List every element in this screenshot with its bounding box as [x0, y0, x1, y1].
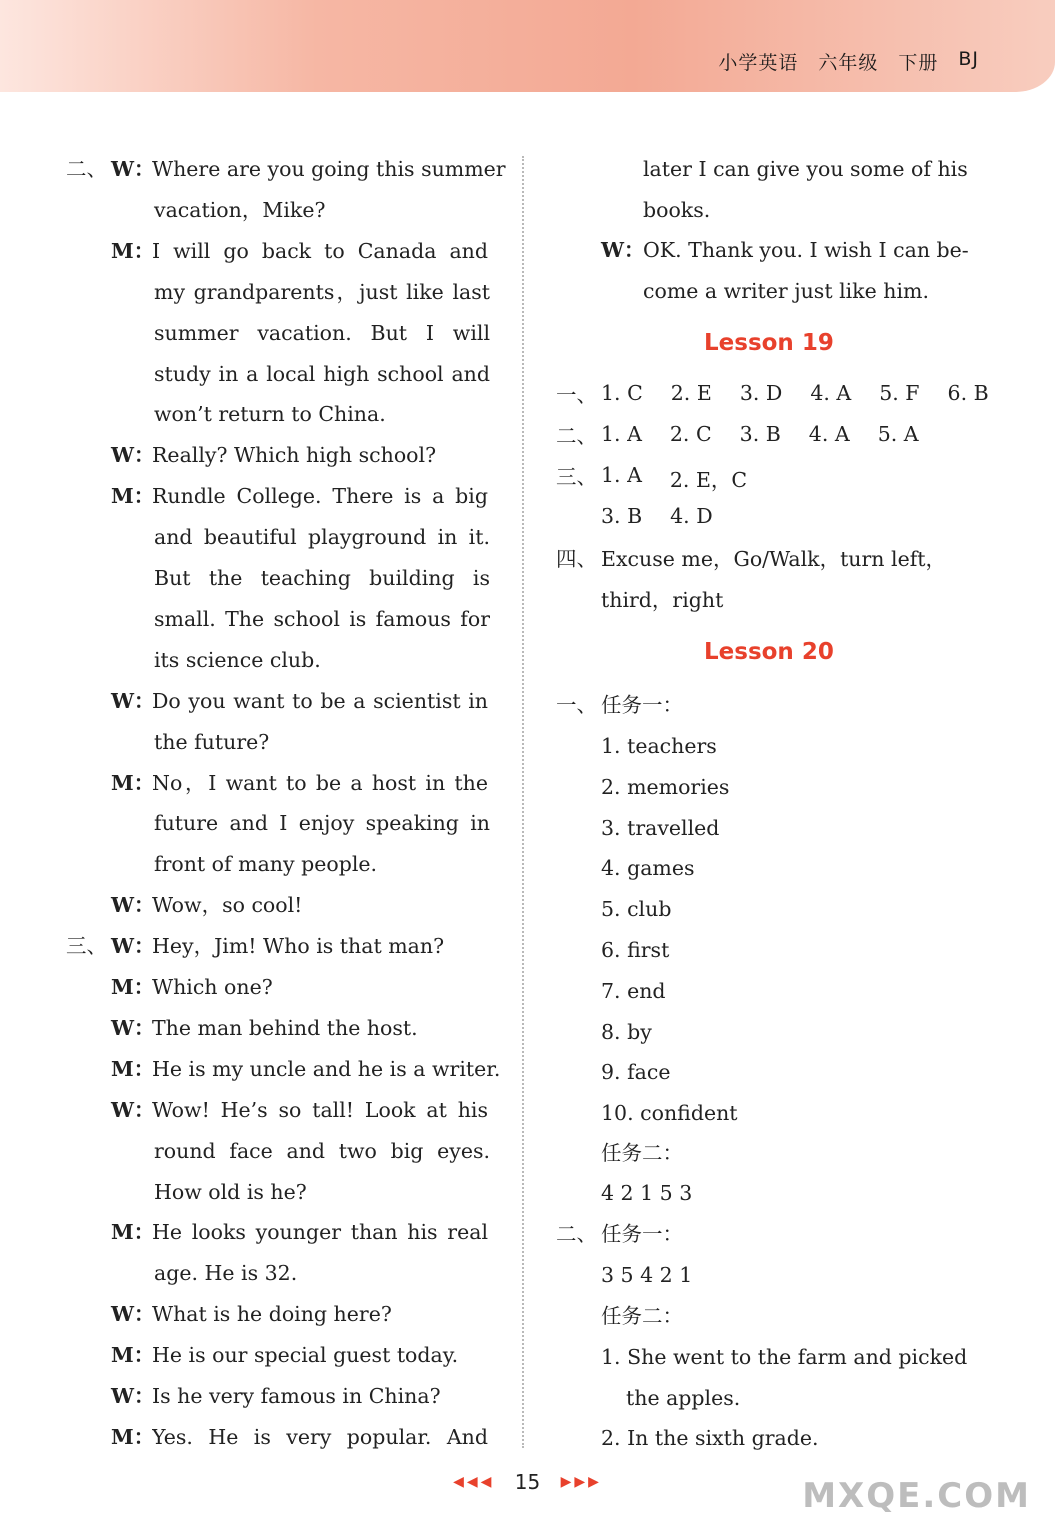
section-marker-3: 三、: [66, 934, 107, 958]
answer: 3. B: [739, 422, 781, 446]
line-text: later I can give you some of his: [643, 157, 968, 181]
word-answer: 2. memories: [601, 774, 730, 799]
task-label: 任务一：: [601, 1222, 683, 1246]
dialogue-line: Really? Which high school?: [152, 443, 437, 468]
section-marker-1: 一、: [556, 693, 597, 717]
dialogue-line: books.: [643, 198, 711, 222]
dialogue-line: round face and two big eyes.: [154, 1138, 490, 1163]
sentence-answer: the apples.: [626, 1386, 741, 1410]
speaker-label: M：: [111, 238, 155, 263]
dialogue-line: the future?: [154, 729, 270, 754]
speaker-label: M：: [111, 484, 155, 509]
dialogue-line: won’t return to China.: [154, 402, 386, 427]
section-marker-2: 二、: [66, 157, 107, 181]
dialogue-line: But the teaching building is: [154, 566, 490, 590]
answer: 4. D: [670, 504, 713, 528]
speaker-label: M：: [111, 1343, 155, 1368]
word-answer: 9. face: [601, 1060, 671, 1085]
task-label: 任务二：: [601, 1141, 683, 1165]
answer: 3. B: [601, 504, 643, 528]
dialogue-line: study in a local high school and: [154, 361, 490, 386]
next-arrows-icon: ▶▶▶: [560, 1474, 602, 1490]
speaker-label: W：: [111, 443, 155, 468]
speaker-label: W：: [111, 1302, 155, 1327]
dialogue-line: Where are you going this summer: [152, 157, 506, 181]
dialogue-line: What is he doing here?: [152, 1302, 392, 1327]
dialogue-line: Do you want to be a scientist in: [152, 688, 488, 713]
dialogue-line: summer vacation. But I will: [154, 320, 490, 345]
answer-row: [601, 504, 741, 528]
edition-label: BJ: [958, 48, 979, 70]
speaker-label: M：: [111, 1056, 155, 1081]
sentence-answer: 2. In the sixth grade.: [601, 1426, 819, 1450]
speaker-label: W：: [111, 893, 155, 918]
answer: 4. A: [808, 422, 850, 446]
speaker-label: M：: [111, 770, 155, 795]
order-answer: 3 5 4 2 1: [601, 1263, 693, 1287]
speaker-label: W：: [111, 688, 155, 713]
answer: 5. A: [877, 422, 919, 446]
dialogue-line: He is my uncle and he is a writer.: [152, 1056, 501, 1081]
section-marker-2: 二、: [556, 424, 597, 448]
speaker-label: W：: [111, 934, 155, 959]
answer-row: [601, 463, 775, 493]
speaker-label: M：: [111, 1424, 155, 1449]
answer: 4. A: [810, 381, 852, 405]
order-answer: 4 2 1 5 3: [601, 1181, 693, 1205]
dialogue-line: He looks younger than his real: [152, 1220, 488, 1245]
dialogue-line: vacation，Mike?: [154, 197, 326, 222]
speaker-label: M：: [111, 1220, 155, 1245]
dialogue-line: and beautiful playground in it.: [154, 525, 490, 550]
section-marker-4: 四、: [556, 547, 597, 571]
page-number: 15: [514, 1470, 541, 1494]
dialogue-line: Rundle College. There is a big: [152, 484, 488, 509]
dialogue-line: Yes. He is very popular. And: [152, 1424, 488, 1449]
word-answer: 4. games: [601, 856, 695, 881]
word-answer: 10. confident: [601, 1101, 738, 1126]
word-answer: 3. travelled: [601, 815, 720, 840]
dialogue-line: small. The school is famous for: [154, 606, 490, 631]
dialogue-line: Wow，so cool!: [152, 893, 303, 918]
header-band: [0, 0, 1055, 92]
lesson-19-title: Lesson 19: [704, 330, 834, 356]
speaker-label: W：: [601, 238, 645, 262]
answer: 1. A: [601, 422, 642, 446]
lesson-20-title: Lesson 20: [704, 639, 834, 665]
answer: 2. E，C: [669, 468, 748, 492]
answer: 1. C: [601, 381, 643, 405]
answer: 1. A: [601, 463, 642, 487]
grade-label: 六年级: [818, 52, 879, 74]
dialogue-line: its science club.: [154, 647, 321, 672]
answer: 3. D: [739, 381, 783, 405]
dialogue-line: my grandparents，just like last: [154, 279, 490, 304]
task-label: 任务一：: [601, 693, 683, 717]
word-answer: 8. by: [601, 1019, 652, 1044]
word-answer: 6. first: [601, 938, 670, 962]
answer-row: [601, 422, 947, 446]
sentence-answer: 1. She went to the farm and picked: [601, 1345, 968, 1369]
subject-label: 小学英语: [718, 52, 799, 74]
dialogue-line: OK. Thank you. I wish I can be-: [643, 238, 969, 262]
dialogue-line: [643, 155, 980, 183]
dialogue-line: Which one?: [152, 975, 273, 999]
dialogue-line: No，I want to be a host in the: [152, 770, 488, 795]
volume-label: 下册: [898, 52, 939, 74]
speaker-label: W：: [111, 1384, 155, 1408]
answer-row: [601, 381, 1017, 405]
speaker-label: W：: [111, 1015, 155, 1040]
word-answer: 5. club: [601, 897, 672, 922]
dialogue-line: The man behind the host.: [152, 1015, 418, 1040]
column-divider: [522, 156, 524, 1448]
answer: 2. E: [670, 381, 712, 405]
speaker-label: W：: [111, 157, 155, 181]
prev-arrows-icon: ◀◀◀: [453, 1474, 495, 1490]
speaker-label: M：: [111, 975, 155, 999]
dialogue-line: He is our special guest today.: [152, 1343, 459, 1368]
watermark-logo: MXQE.COM: [802, 1476, 1031, 1516]
dialogue-line: I will go back to Canada and: [152, 238, 488, 263]
word-answer: 7. end: [601, 978, 666, 1003]
dialogue-line: front of many people.: [154, 852, 378, 877]
answer: 5. F: [879, 381, 920, 405]
dialogue-line: come a writer just like him.: [643, 279, 929, 303]
answer: 6. B: [947, 381, 989, 405]
dialogue-line: Wow! He’s so tall! Look at his: [152, 1097, 488, 1122]
dialogue-line: Is he very famous in China?: [152, 1384, 441, 1408]
speaker-label: W：: [111, 1097, 155, 1122]
answer-text: Excuse me，Go/Walk，turn left，: [601, 547, 947, 571]
section-marker-1: 一、: [556, 383, 597, 407]
section-marker-3: 三、: [556, 465, 597, 489]
task-label: 任务二：: [601, 1304, 683, 1328]
dialogue-line: How old is he?: [154, 1179, 307, 1204]
section-marker-2: 二、: [556, 1222, 597, 1246]
dialogue-line: Hey，Jim! Who is that man?: [152, 934, 445, 959]
answer: 2. C: [669, 422, 712, 446]
book-info: [718, 48, 979, 75]
word-answer: 1. teachers: [601, 734, 717, 758]
answer-text: third，right: [601, 588, 724, 612]
dialogue-line: age. He is 32.: [154, 1261, 298, 1286]
dialogue-line: future and I enjoy speaking in: [154, 811, 490, 836]
